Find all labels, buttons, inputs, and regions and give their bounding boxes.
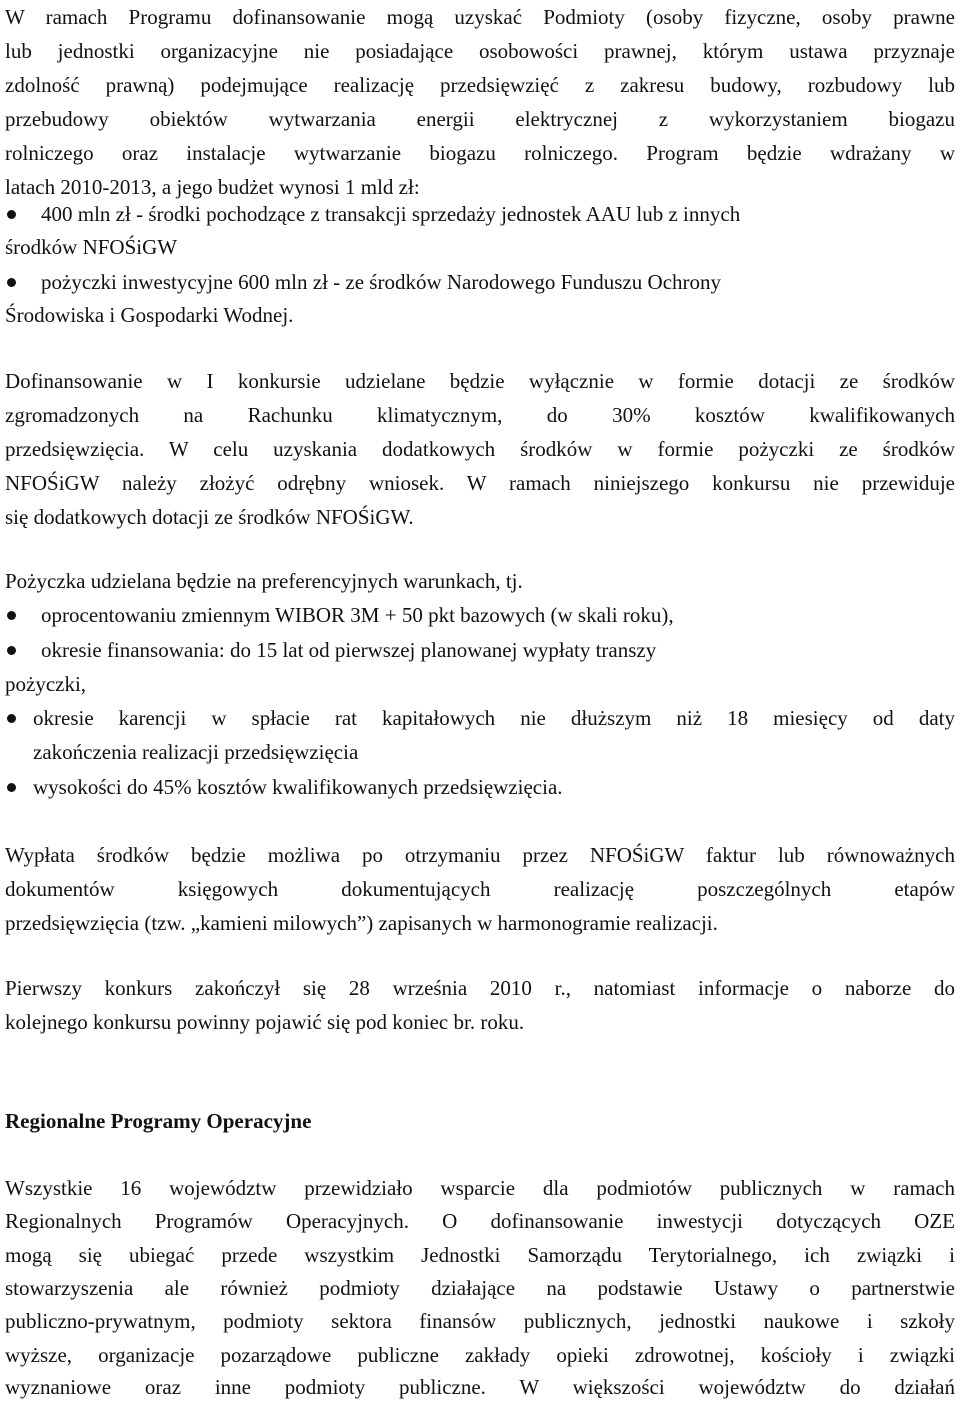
bullet-icon <box>7 783 16 792</box>
text-line: mogą się ubiegać przede wszystkim Jednostki Samorządu Terytorialnego, ich związki i <box>5 1243 955 1267</box>
list-item: pożyczki inwestycyjne 600 mln zł - ze środków Narodowego Funduszu Ochrony <box>41 270 722 294</box>
text-line: Wszystkie 16 województw przewidziało wsparcie dla podmiotów publicznych w ramach <box>5 1176 955 1200</box>
text-line: przedsięwzięcia (tzw. „kamieni milowych”) zapisanych w harmonogramie realizacji. <box>5 911 718 935</box>
list-item: 400 mln zł - środki pochodzące z transakcji sprzedaży jednostek AAU lub z innych <box>41 202 741 226</box>
text-line: Wypłata środków będzie możliwa po otrzymaniu przez NFOŚiGW faktur lub równoważnych <box>5 843 955 867</box>
list-item: oprocentowaniu zmiennym WIBOR 3M + 50 pkt bazowych (w skali roku), <box>41 603 674 627</box>
list-item-continuation: zakończenia realizacji przedsięwzięcia <box>33 740 359 764</box>
loan-intro: Pożyczka udzielana będzie na preferencyjnych warunkach, tj. <box>5 569 523 593</box>
bullet-icon <box>7 714 16 723</box>
text-line: Dofinansowanie w I konkursie udzielane będzie wyłącznie w formie dotacji ze środków <box>5 369 955 393</box>
text-line: wyższe, organizacje pozarządowe publiczne zakłady opieki zdrowotnej, kościoły i związki <box>5 1343 955 1367</box>
list-item-continuation: pożyczki, <box>5 672 87 696</box>
text-line: przedsięwzięcia. W celu uzyskania dodatkowych środków w formie pożyczki ze środków <box>5 437 955 461</box>
bullet-icon <box>7 278 16 287</box>
section-heading: Regionalne Programy Operacyjne <box>5 1109 312 1133</box>
text-line: Pierwszy konkurs zakończył się 28 września 2010 r., natomiast informacje o naborze do <box>5 976 955 1000</box>
text-line: się dodatkowych dotacji ze środków NFOŚiGW. <box>5 505 414 529</box>
list-item: wysokości do 45% kosztów kwalifikowanych przedsięwzięcia. <box>33 775 563 799</box>
text-line: lub jednostki organizacyjne nie posiadające osobowości prawnej, którym ustawa przyznaje <box>5 39 955 63</box>
text-line: kolejnego konkursu powinny pojawić się pod koniec br. roku. <box>5 1010 525 1034</box>
bullet-icon <box>7 646 16 655</box>
text-line: NFOŚiGW należy złożyć odrębny wniosek. W ramach niniejszego konkursu nie przewiduje <box>5 471 955 495</box>
list-item: okresie finansowania: do 15 lat od pierwszej planowanej wypłaty transzy <box>41 638 657 662</box>
text-line: przebudowy obiektów wytwarzania energii elektrycznej z wykorzystaniem biogazu <box>5 107 955 131</box>
text-line: publiczno-prywatnym, podmioty sektora finansów publicznych, jednostki naukowe i szkoły <box>5 1309 955 1333</box>
text-line: rolniczego oraz instalacje wytwarzanie biogazu rolniczego. Program będzie wdrażany w <box>5 141 955 165</box>
text-line: wyznaniowe oraz inne podmioty publiczne. W większości województw do działań <box>5 1375 955 1399</box>
text-line: W ramach Programu dofinansowanie mogą uzyskać Podmioty (osoby fizyczne, osoby prawne <box>5 5 955 29</box>
text-line: stowarzyszenia ale również podmioty działające na podstawie Ustawy o partnerstwie <box>5 1276 955 1300</box>
text-line: zdolność prawną) podejmujące realizację przedsięwzięć z zakresu budowy, rozbudowy lub <box>5 73 955 97</box>
list-item-continuation: Środowiska i Gospodarki Wodnej. <box>5 303 294 327</box>
list-item-continuation: środków NFOŚiGW <box>5 235 178 259</box>
text-line: Regionalnych Programów Operacyjnych. O dofinansowanie inwestycji dotyczących OZE <box>5 1209 955 1233</box>
list-item: okresie karencji w spłacie rat kapitałowych nie dłuższym niż 18 miesięcy od daty <box>33 706 955 730</box>
bullet-icon <box>7 611 16 620</box>
text-line: dokumentów księgowych dokumentujących realizację poszczególnych etapów <box>5 877 955 901</box>
text-line: zgromadzonych na Rachunku klimatycznym, do 30% kosztów kwalifikowanych <box>5 403 955 427</box>
bullet-icon <box>7 210 16 219</box>
text-line: latach 2010-2013, a jego budżet wynosi 1 mld zł: <box>5 175 420 199</box>
